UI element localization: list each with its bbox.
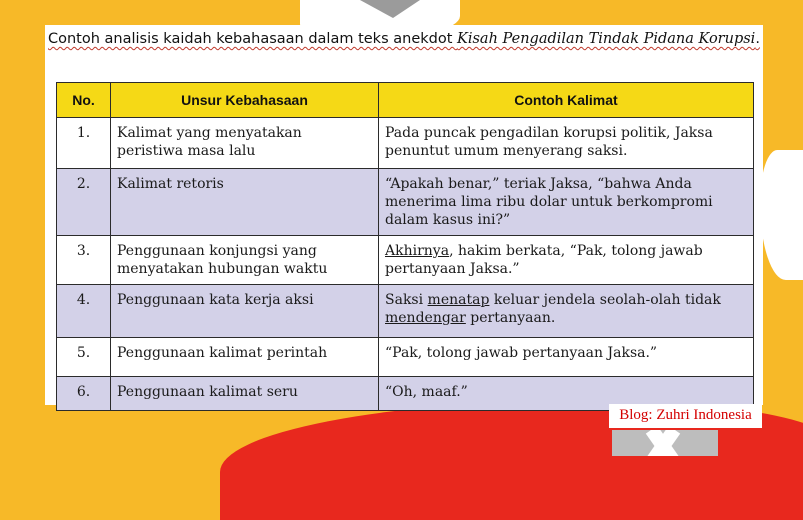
table-header-row xyxy=(57,83,754,118)
row-number: 5. xyxy=(57,338,111,377)
row-number: 6. xyxy=(57,377,111,411)
background-white-streak xyxy=(760,150,803,280)
row-contoh-rest: , hakim berkata, “Pak, tolong jawab pertanyaan Jaksa.” xyxy=(385,243,703,277)
header-unsur: Unsur Kebahasaan xyxy=(111,83,379,118)
row-unsur: Kalimat yang menyatakan peristiwa masa lalu xyxy=(111,118,379,169)
row-contoh-part: Saksi xyxy=(385,292,428,308)
row-contoh xyxy=(379,285,754,338)
row-number: 3. xyxy=(57,236,111,285)
header-contoh: Contoh Kalimat xyxy=(379,83,754,118)
row-unsur: Penggunaan konjungsi yang menyatakan hubungan waktu xyxy=(111,236,379,285)
table-row xyxy=(57,118,754,169)
row-contoh-part: keluar jendela seolah-olah tidak xyxy=(489,292,721,308)
action-verb: menatap xyxy=(427,292,490,308)
header-no: No. xyxy=(57,83,111,118)
heading-prefix: Contoh analisis kaidah kebahasaan dalam teks anekdot xyxy=(48,31,458,47)
analysis-table xyxy=(56,82,754,411)
heading-suffix: . xyxy=(755,31,760,47)
row-contoh xyxy=(379,236,754,285)
table-row xyxy=(57,285,754,338)
row-contoh: “Apakah benar,” teriak Jaksa, “bahwa Anda menerima lima ribu dolar untuk berkompromi dalam kasus ini?” xyxy=(379,169,754,236)
row-contoh: Pada puncak pengadilan korupsi politik, Jaksa penuntut umum menyerang saksi. xyxy=(379,118,754,169)
action-verb: mendengar xyxy=(385,310,466,326)
x-logo-icon xyxy=(612,430,718,456)
row-number: 2. xyxy=(57,169,111,236)
row-number: 4. xyxy=(57,285,111,338)
blog-watermark: Blog: Zuhri Indonesia xyxy=(609,404,762,428)
table-row xyxy=(57,169,754,236)
table-row xyxy=(57,338,754,377)
row-unsur: Penggunaan kata kerja aksi xyxy=(111,285,379,338)
row-unsur: Penggunaan kalimat seru xyxy=(111,377,379,411)
table-row xyxy=(57,236,754,285)
row-contoh: “Oh, maaf.” xyxy=(379,377,754,411)
page-heading xyxy=(48,29,760,49)
row-contoh-part: pertanyaan. xyxy=(465,310,556,326)
row-number: 1. xyxy=(57,118,111,169)
row-unsur: Penggunaan kalimat perintah xyxy=(111,338,379,377)
heading-title: Kisah Pengadilan Tindak Pidana Korupsi xyxy=(457,31,756,47)
row-unsur: Kalimat retoris xyxy=(111,169,379,236)
conjunction-word: Akhirnya xyxy=(385,243,450,259)
row-contoh: “Pak, tolong jawab pertanyaan Jaksa.” xyxy=(379,338,754,377)
